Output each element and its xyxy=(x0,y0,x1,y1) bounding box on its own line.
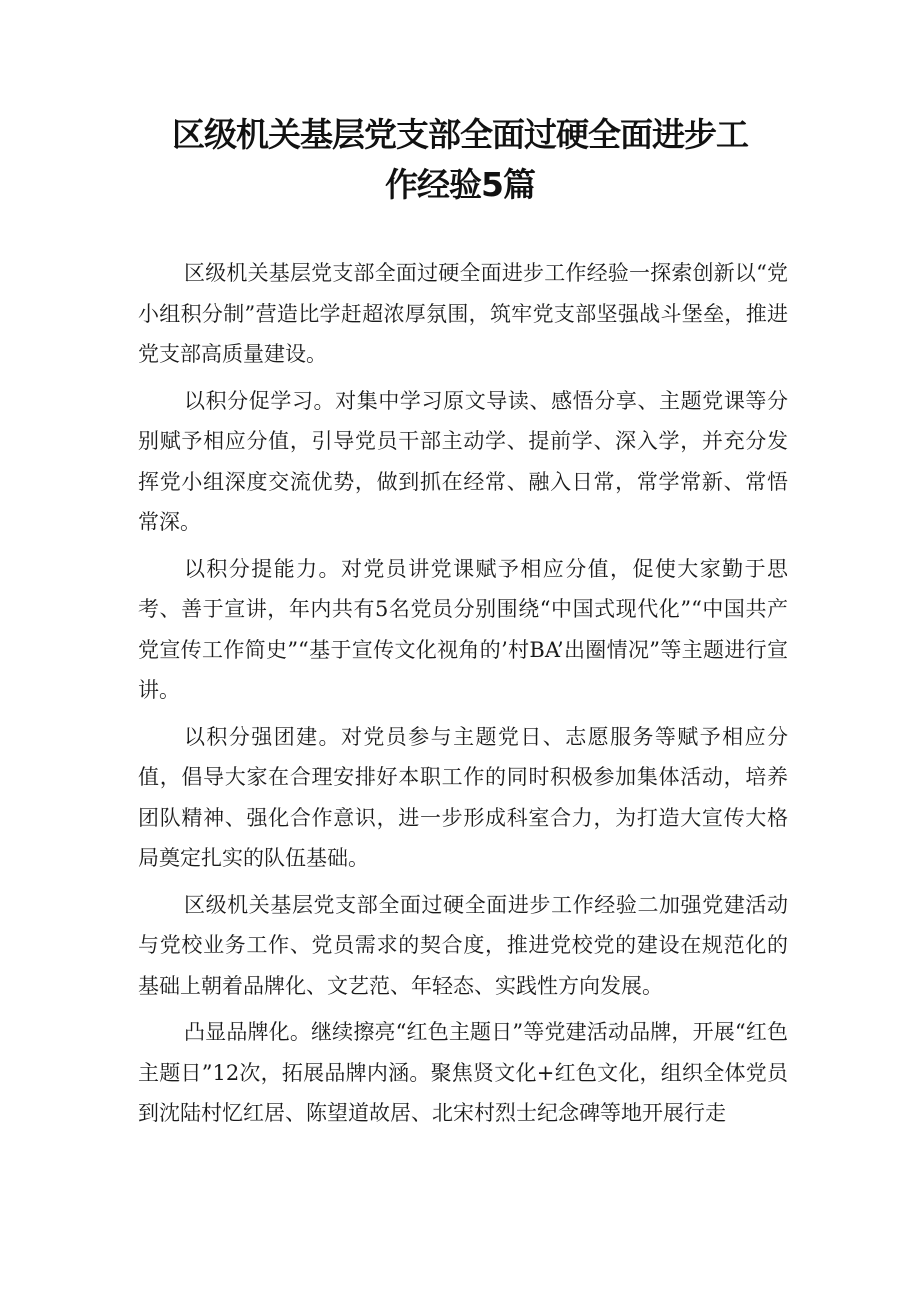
paragraph-ability: 以积分提能力。对党员讲党课赋予相应分值，促使大家勤于思考、善于宣讲，年内共有5名党员分别围绕“中国式现代化”“中国共产党宣传工作简史”“基于宣传文化视角的’村BA’出圈情况”等主题进行宣讲。 xyxy=(138,556,788,702)
document-body xyxy=(138,253,788,1140)
document-title-line-2: 作经验5篇 xyxy=(385,165,535,204)
paragraph-study: 以积分促学习。对集中学习原文导读、感悟分享、主题党课等分别赋予相应分值，引导党员干部主动学、提前学、深入学，并充分发挥党小组深度交流优势，做到抓在经常、融入日常，常学常新、常悟常深。 xyxy=(138,388,788,534)
paragraph-team: 以积分强团建。对党员参与主题党日、志愿服务等赋予相应分值，倡导大家在合理安排好本职工作的同时积极参加集体活动，培养团队精神、强化合作意识，进一步形成科室合力，为打造大宣传大格局奠定扎实的队伍基础。 xyxy=(138,724,788,870)
paragraph-intro-1: 区级机关基层党支部全面过硬全面进步工作经验一探索创新以“党小组积分制”营造比学赶超浓厚氛围，筑牢党支部坚强战斗堡垒，推进党支部高质量建设。 xyxy=(138,261,788,366)
paragraph-intro-2: 区级机关基层党支部全面过硬全面进步工作经验二加强党建活动与党校业务工作、党员需求的契合度，推进党校党的建设在规范化的基础上朝着品牌化、文艺范、年轻态、实践性方向发展。 xyxy=(138,892,788,998)
document-title-line-1: 区级机关基层党支部全面过硬全面进步工 xyxy=(172,115,748,154)
paragraph-branding: 凸显品牌化。继续擦亮“红色主题日”等党建活动品牌，开展“红色主题日”12次，拓展品牌内涵。聚焦贤文化+红色文化，组织全体党员到沈陆村忆红居、陈望道故居、北宋村烈士纪念碑等地开展行走 xyxy=(138,1020,788,1125)
